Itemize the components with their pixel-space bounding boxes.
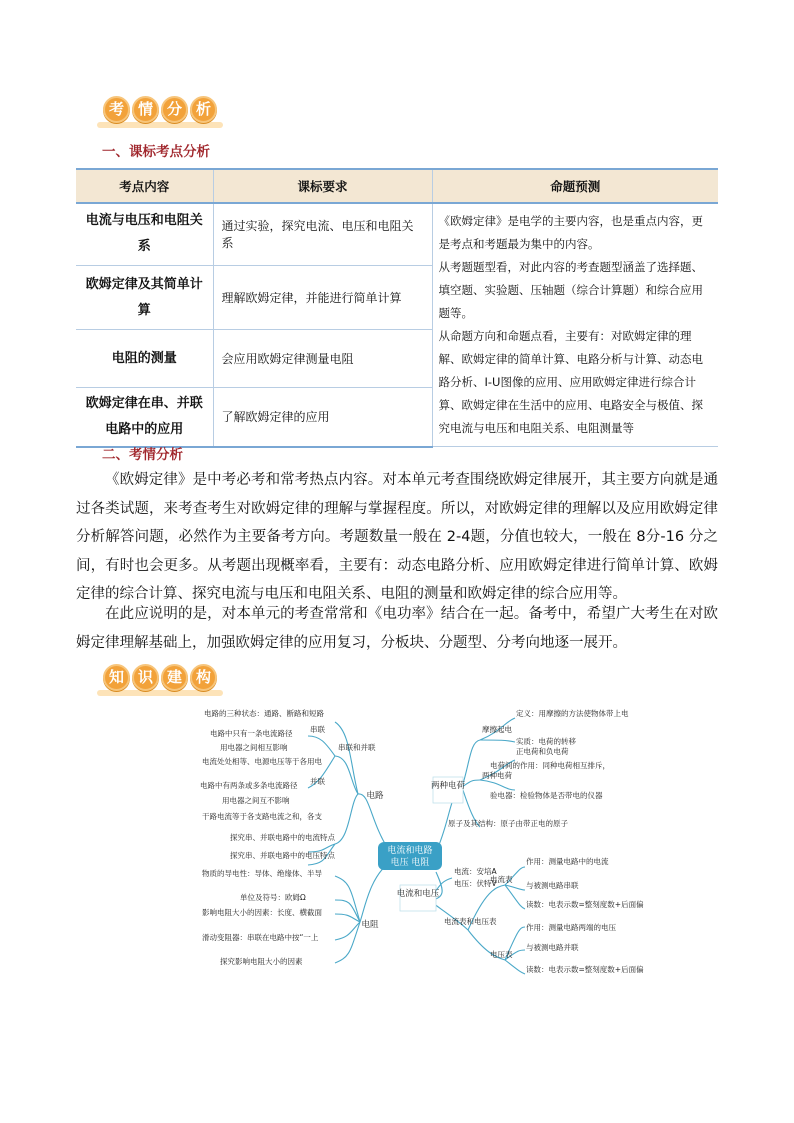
mm-leaf: 滑动变阻器：串联在电路中按“一上 (202, 933, 319, 942)
prediction-paragraph: 《欧姆定律》是电学的主要内容，也是重点内容，更是考点和考题最为集中的内容。 (438, 214, 703, 251)
badge-char: 识 (132, 664, 159, 691)
table-row (76, 203, 718, 265)
badge-char: 析 (190, 96, 217, 123)
mm-leaf: 定义：用摩擦的方法使物体带上电 (516, 709, 629, 718)
requirement-cell: 理解欧姆定律，并能进行简单计算 (213, 265, 432, 329)
mm-node-friction: 摩擦起电 (482, 725, 512, 734)
badge-char: 构 (190, 664, 217, 691)
badge-char: 情 (132, 96, 159, 123)
requirement-cell: 会应用欧姆定律测量电阻 (213, 330, 432, 387)
mm-node-ammeter: 电流表 (490, 875, 513, 884)
mm-leaf: 探究串、并联电路中的电流特点 (230, 833, 335, 842)
badge-char: 知 (103, 664, 130, 691)
mm-leaf: 探究串、并联电路中的电压特点 (230, 851, 335, 860)
mm-leaf: 电流：安培A (454, 867, 497, 876)
mm-node-interaction: 两种电荷 (482, 771, 512, 780)
mm-node-voltmeter: 电压表 (490, 950, 513, 959)
prediction-paragraph: 从命题方向和命题点看，主要有：对欧姆定律的理解、欧姆定律的简单计算、电路分析与计算、动态电路分析、I-U图像的应用、应用欧姆定律进行综合计算、欧姆定律在生活中的应用、电路安全与极值、探究电流与电压和电阻关系、电阻测量等 (438, 329, 703, 435)
requirement-cell: 通过实验，探究电流、电压和电阻关系 (213, 203, 432, 265)
mm-node-two-charges: 两种电荷 (430, 781, 466, 791)
topic-cell: 电阻的测量 (76, 330, 213, 387)
mm-leaf: 干路电流等于各支路电流之和，各支 (202, 812, 322, 821)
mm-leaf: 作用：测量电路两端的电压 (526, 923, 616, 932)
table-header-row (76, 169, 718, 203)
badge-char: 考 (103, 96, 130, 123)
mindmap-center-line1: 电流和电路 (387, 846, 433, 856)
mm-leaf: 读数：电表示数=整刻度数+后面偏 (526, 900, 644, 909)
table-header: 考点内容 (76, 169, 213, 203)
prediction-paragraph: 从考题题型看，对此内容的考查题型涵盖了选择题、填空题、实验题、压轴题（综合计算题）和综合应用题等。 (438, 260, 703, 320)
mm-node-series: 串联 (310, 725, 325, 734)
analysis-paragraph: 《欧姆定律》是中考必考和常考热点内容。对本单元考查围绕欧姆定律展开，其主要方向就是通过各类试题，来考查考生对欧姆定律的理解与掌握程度。所以，对欧姆定律的理解以及应用欧姆定律分析解答问题，必然作为主要备考方向。考题数量一般在 2-4题，分值也较大，一般在 8分-16 分之间，有时也会更多。从考题出现概率看，主要有：动态电路分析、应用欧姆定律进行简单计算、欧姆定律的综合计算、探究电流与电压和电阻关系、电阻的测量和欧姆定律的综合应用等。 (76, 472, 718, 602)
mm-leaf: 与被测电路串联 (526, 881, 579, 890)
section-badge-kaoqing (103, 96, 217, 123)
requirement-cell: 了解欧姆定律的应用 (213, 387, 432, 446)
mm-leaf: 电路中有两条或多条电流路径 (200, 781, 298, 790)
topic-cell: 欧姆定律及其简单计算 (76, 265, 213, 329)
mm-leaf: 实质：电荷的转移 (516, 737, 576, 746)
mm-leaf: 用电器之间互不影响 (222, 796, 290, 805)
mm-leaf: 电压：伏特V (454, 879, 497, 888)
table-header: 课标要求 (213, 169, 432, 203)
mm-leaf: 与被测电路并联 (526, 943, 579, 952)
curriculum-table (76, 168, 718, 448)
mm-leaf: 电路的三种状态：通路、断路和短路 (204, 709, 324, 718)
badge-char: 建 (161, 664, 188, 691)
mm-node-parallel: 并联 (310, 777, 325, 786)
mm-node-series-parallel: 串联和并联 (338, 743, 376, 752)
mm-leaf: 物质的导电性：导体、绝缘体、半导 (202, 869, 322, 878)
topic-cell: 欧姆定律在串、并联电路中的应用 (76, 387, 213, 446)
mm-leaf: 原子及其结构：原子由带正电的原子 (448, 819, 568, 828)
mm-leaf: 正电荷和负电荷 (516, 747, 569, 756)
knowledge-mindmap (200, 702, 644, 1002)
mm-node-meters: 电流表和电压表 (444, 917, 497, 926)
badge-char: 分 (161, 96, 188, 123)
mm-node-resistance: 电阻 (361, 920, 379, 930)
mm-leaf: 单位及符号：欧姆Ω (240, 893, 306, 902)
mm-leaf: 电荷间的作用：同种电荷相互排斥， (490, 761, 610, 770)
section-title-curriculum: 一、课标考点分析 (102, 144, 210, 160)
mm-leaf: 影响电阻大小的因素：长度、横截面 (202, 908, 322, 917)
mm-leaf: 作用：测量电路中的电流 (526, 857, 609, 866)
mm-leaf: 探究影响电阻大小的因素 (220, 957, 303, 966)
mm-node-current-voltage: 电流和电压 (396, 889, 440, 899)
prediction-cell (432, 203, 718, 447)
section-title-analysis: 二、考情分析 (102, 447, 183, 463)
mindmap-center-line2: 电压 电阻 (390, 858, 430, 868)
mm-leaf: 电路中只有一条电流路径 (210, 729, 293, 738)
mm-node-circuit: 电路 (366, 791, 384, 801)
mm-leaf: 验电器：检验物体是否带电的仪器 (490, 791, 603, 800)
topic-cell: 电流与电压和电阻关系 (76, 203, 213, 265)
mm-leaf: 用电器之间相互影响 (220, 743, 288, 752)
section-badge-zhishi (103, 664, 217, 691)
mm-leaf: 读数：电表示数=整刻度数+后面偏 (526, 965, 644, 974)
mm-leaf: 电流处处相等、电源电压等于各用电 (202, 757, 322, 766)
analysis-paragraph: 在此应说明的是，对本单元的考查常常和《电功率》结合在一起。备考中，希望广大考生在对欧姆定律理解基础上，加强欧姆定律的应用复习，分板块、分题型、分考向地逐一展开。 (76, 606, 718, 651)
table-header: 命题预测 (432, 169, 718, 203)
